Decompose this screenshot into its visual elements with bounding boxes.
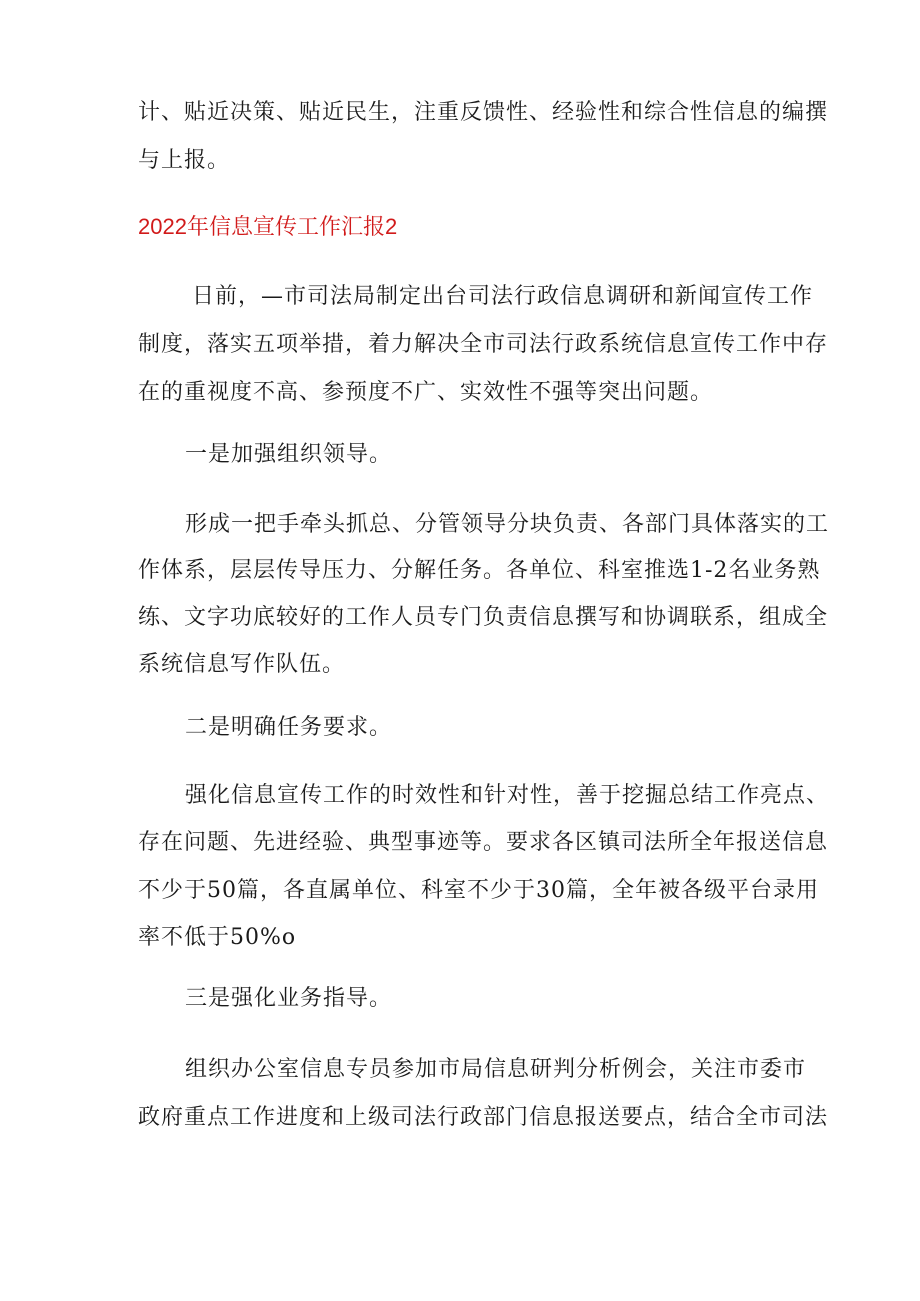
paragraph-line: 组织办公室信息专员参加市局信息研判分析例会，关注市委市 [185, 1057, 807, 1082]
paragraph-line: 率不低于50%o [138, 925, 297, 950]
section-heading: 2022年信息宣传工作汇报2 [138, 214, 398, 239]
paragraph-line: 存在问题、先进经验、典型事迹等。要求各区镇司法所全年报送信息 [138, 830, 829, 855]
paragraph-line: 强化信息宣传工作的时效性和针对性，善于挖掘总结工作亮点、 [185, 783, 830, 808]
paragraph-line: 在的重视度不高、参预度不广、实效性不强等突出问题。 [138, 380, 714, 405]
point-title: 一是加强组织领导。 [185, 442, 393, 467]
paragraph-line: 系统信息写作队伍。 [138, 652, 346, 677]
intro-line: 计、贴近决策、贴近民生，注重反馈性、经验性和综合性信息的编撰 [138, 100, 829, 125]
paragraph-line: 制度，落实五项举措，着力解决全市司法行政系统信息宣传工作中存 [138, 332, 829, 357]
paragraph-line: 日前，—市司法局制定出台司法行政信息调研和新闻宣传工作 [192, 284, 814, 309]
intro-line: 与上报。 [138, 148, 231, 173]
point-title: 二是明确任务要求。 [185, 715, 393, 740]
paragraph-line: 形成一把手牵头抓总、分管领导分块负责、各部门具体落实的工 [185, 512, 830, 537]
paragraph-line: 练、文字功底较好的工作人员专门负责信息撰写和协调联系，组成全 [138, 605, 829, 630]
point-title: 三是强化业务指导。 [185, 986, 393, 1011]
paragraph-line: 不少于50篇，各直属单位、科室不少于30篇，全年被各级平台录用 [138, 878, 819, 903]
paragraph-line: 政府重点工作进度和上级司法行政部门信息报送要点，结合全市司法 [138, 1105, 829, 1130]
paragraph-line: 作体系，层层传导压力、分解任务。各单位、科室推选1-2名业务熟 [138, 558, 821, 583]
